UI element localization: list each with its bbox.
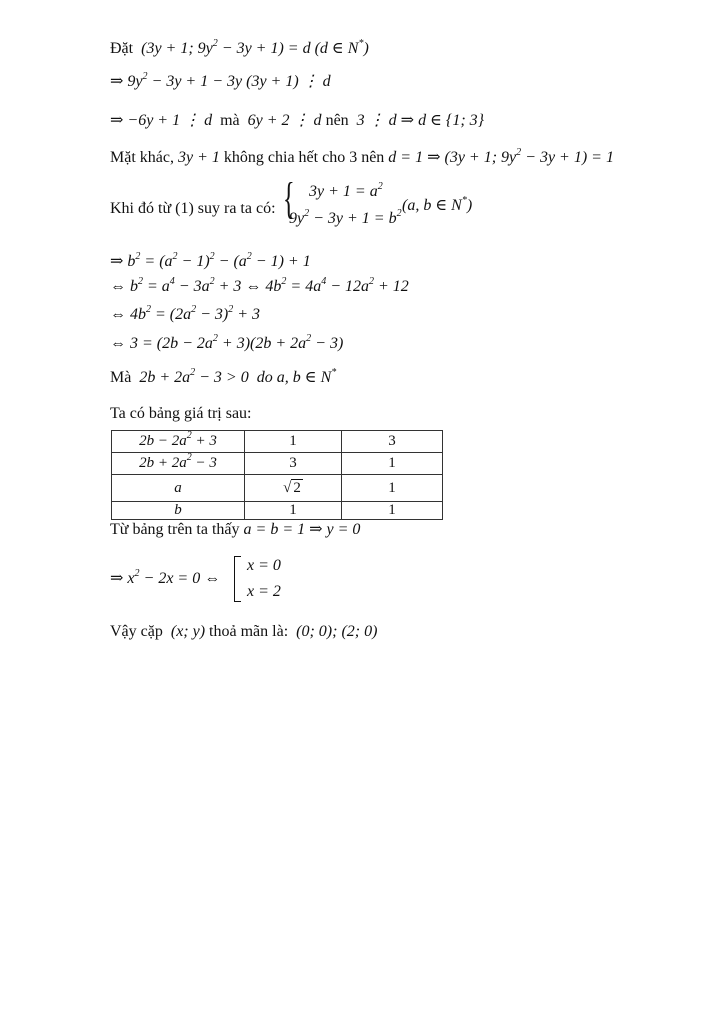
text-nen: nên	[325, 112, 349, 129]
table-header-cell: a	[112, 475, 245, 502]
solution-x-2: x = 2	[247, 583, 281, 600]
table-cell: 1	[342, 475, 443, 502]
table-row	[112, 475, 443, 502]
text-mat-khac: Mặt khác,	[110, 149, 174, 166]
math-d-equals-1: d = 1 ⇒ (3y + 1; $9y^2 - 3y + 1) = 1$	[388, 147, 614, 166]
sqrt-symbol: √	[283, 480, 292, 496]
table-row	[112, 453, 443, 475]
table-row	[112, 431, 443, 453]
text-bang-gia-tri: Ta có bảng giá trị sau:	[110, 405, 252, 422]
table-cell: 1	[245, 431, 342, 453]
table-header-cell: $2b + 2a^2 - 3$	[112, 453, 245, 475]
table-row	[112, 502, 443, 520]
line-tu-bang: Từ bảng trên ta thấy a = b = 1 ⇒ y = 0	[110, 521, 361, 538]
system-eq-1: $3y + 1 = a^2$	[309, 181, 383, 200]
line-implication-2	[110, 111, 484, 131]
line-ma: Mà $2b + 2a^2 - 3 > 0$ do a, b ∈ N*	[110, 367, 337, 386]
math-divisibility-2: ⇒ −6y + 1 ⋮ d	[110, 112, 213, 129]
table-header-cell: b	[112, 502, 245, 520]
table-cell: 1	[342, 502, 443, 520]
table-cell: 1	[342, 453, 443, 475]
table-header-cell: $2b - 2a^2 + 3$	[112, 431, 245, 453]
line-conclusion: Vậy cặp (x; y) thoả mãn là: (0; 0); (2; 0)	[110, 623, 378, 640]
text-khi-do: Khi đó từ (1) suy ra ta có:	[110, 200, 276, 217]
system-eq-2: $9y^2 - 3y + 1 = b^2$	[289, 208, 402, 227]
math-d-set: 3 ⋮ d ⇒ d ∈ {1; 3}	[356, 112, 485, 129]
line-dat	[110, 39, 369, 59]
value-table	[111, 430, 443, 520]
line-mat-khac	[110, 148, 614, 168]
table-cell: 3	[245, 453, 342, 475]
left-bracket	[234, 556, 241, 602]
line-b-squared: ⇒ $b^2 = (a^2 - 1)^2 - (a^2 - 1) + 1$	[110, 251, 311, 270]
solution-x-0: x = 0	[247, 557, 281, 574]
line-x-equation: ⇒ $x^2 - 2x = 0$ ⇔	[110, 568, 221, 587]
left-brace: {	[283, 174, 295, 223]
line-implication-1	[110, 72, 331, 92]
math-3y-plus-1: 3y + 1	[177, 149, 220, 166]
system-condition: (a, b ∈ N*)	[402, 195, 473, 214]
line-equivalence-1: ⇔ $b^2 = a^4 - 3a^2 + 3$ ⇔ $4b^2 = 4a^4 - 12a^2 + 12$	[110, 276, 409, 295]
table-cell: 3	[342, 431, 443, 453]
table-cell: 1	[245, 502, 342, 520]
math-divisibility-3: 6y + 2 ⋮ d	[247, 112, 322, 129]
text-dat: Đặt	[110, 40, 134, 57]
table-cell: √ 2	[245, 475, 342, 502]
math-gcd-expression: (3y + 1; $9y^2 - 3y + 1) = d$ (d ∈ N*)	[141, 38, 369, 57]
math-divisibility-1: ⇒ $9y^2 - 3y + 1 - 3y$ (3y + 1) ⋮ d	[110, 71, 331, 90]
line-equivalence-2: ⇔ $4b^2 = (2a^2 - 3)^2 + 3$	[110, 304, 261, 323]
line-equivalence-3: ⇔ $3 = (2b - 2a^2 + 3)(2b + 2a^2 - 3)$	[110, 333, 344, 352]
text-ma: mà	[220, 112, 240, 129]
text-khong-chia-het: không chia hết cho 3 nên	[223, 149, 385, 166]
